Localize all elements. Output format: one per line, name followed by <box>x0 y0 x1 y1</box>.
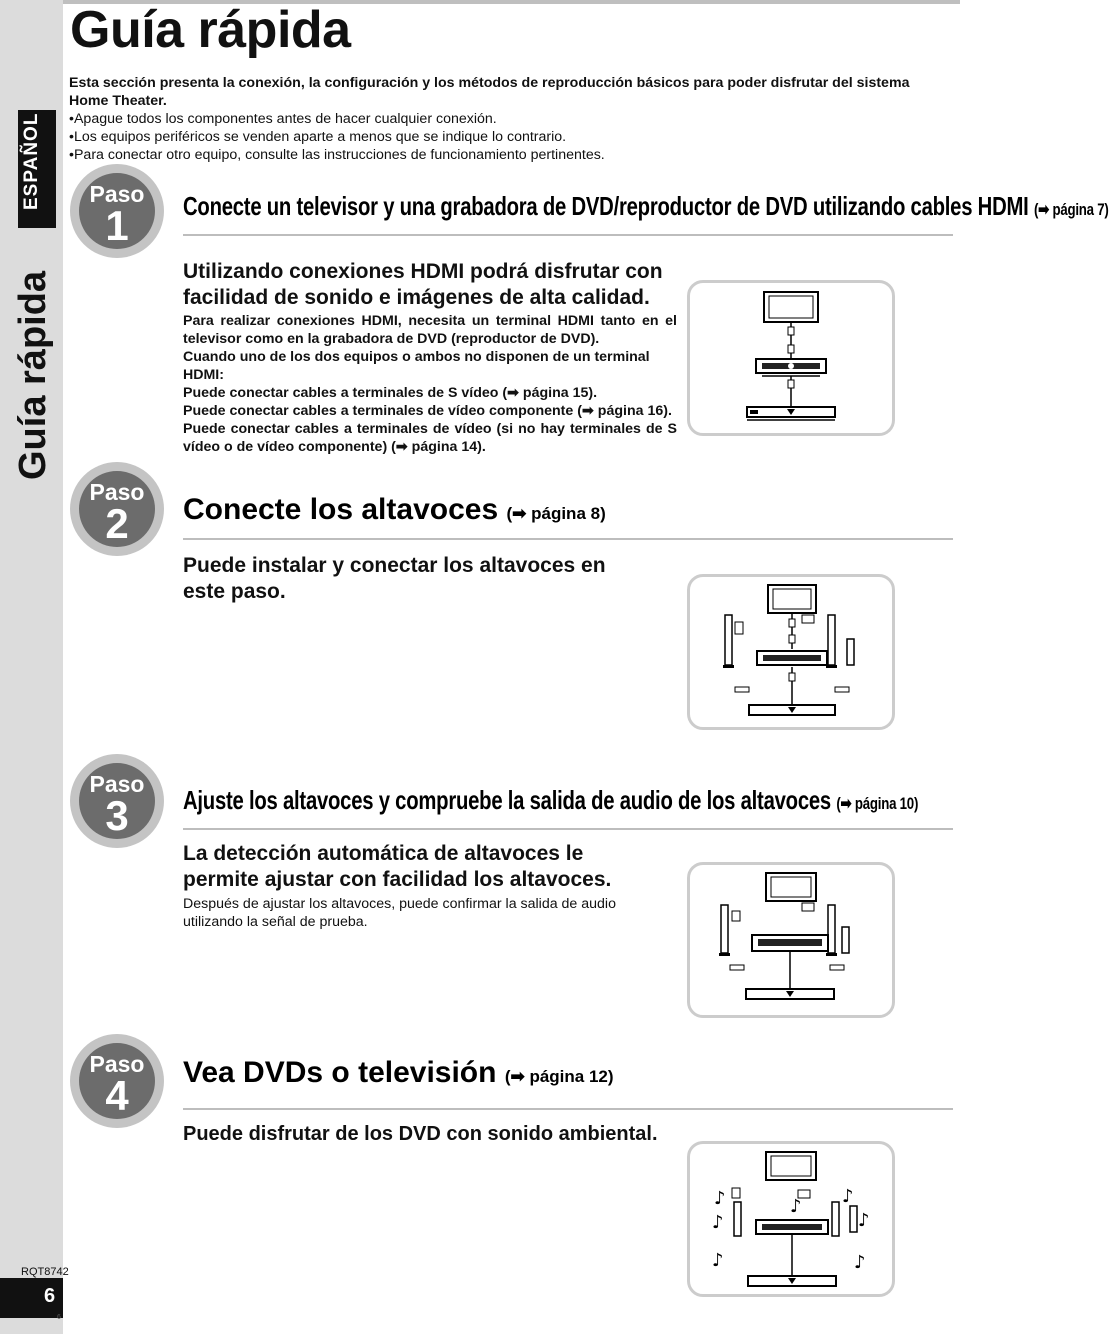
step-1-body-line: Puede conectar cables a terminales de vídeo componente (➡ página 16). <box>183 403 672 419</box>
step-4-title <box>183 1056 614 1090</box>
step-2-paso-label: Paso <box>89 479 145 505</box>
svg-text:♪: ♪ <box>714 1188 726 1209</box>
step-1-body-line: Para realizar conexiones HDMI, necesita un terminal HDMI tanto en el televisor como en la grabadora de DVD (reproductor de DVD). <box>183 313 677 347</box>
intro-bullet: • Los equipos periféricos se venden aparte a menos que se indique lo contrario. <box>69 128 949 146</box>
footer-number: 6 <box>57 1314 61 1321</box>
step-4-number: 4 <box>105 1072 129 1119</box>
receiver-icon <box>756 359 826 376</box>
step-4-diagram <box>687 1141 895 1297</box>
step-2-diagram <box>687 574 895 730</box>
step-4-rule <box>183 1108 953 1110</box>
step-1-body <box>183 312 677 456</box>
step-1-body-line: Cuando uno de los dos equipos o ambos no disponen de un terminal HDMI: <box>183 349 650 383</box>
step-1-title <box>183 191 1109 222</box>
step-4-subhead: Puede disfrutar de los DVD con sonido ambiental. <box>183 1123 658 1145</box>
step-4-paso-label: Paso <box>89 1051 145 1077</box>
svg-text:♪: ♪ <box>712 1212 724 1233</box>
sidebar-section-title: Guía rápida <box>12 270 54 480</box>
speaker-icon <box>723 615 734 668</box>
step-3-page-ref: (➡ página 10) <box>836 794 919 813</box>
step-2-subhead: Puede instalar y conectar los altavoces en este paso. <box>183 554 606 603</box>
page-title: Guía rápida <box>70 1 351 59</box>
step-2-rule <box>183 538 953 540</box>
intro <box>69 74 949 164</box>
step-4-title-text: Vea DVDs o televisión <box>183 1056 497 1089</box>
dvd-recorder-icon <box>747 407 835 420</box>
intro-bullet: • Para conectar otro equipo, consulte las instrucciones de funcionamiento pertinentes. <box>69 146 949 164</box>
page-number: 6 <box>44 1285 56 1307</box>
step-1-page-ref: (➡ página 7) <box>1033 200 1109 219</box>
svg-text:♪: ♪ <box>854 1252 866 1273</box>
tv-icon <box>764 292 818 322</box>
step-4-page-ref: (➡ página 12) <box>504 1067 614 1086</box>
step-1-number: 1 <box>105 202 129 249</box>
intro-bullets <box>69 110 949 164</box>
step-3-number: 3 <box>105 792 129 839</box>
step-2-number: 2 <box>105 500 129 547</box>
step-1-paso-label: Paso <box>89 181 145 207</box>
step-2-title <box>183 493 606 527</box>
step-3-body-line: Después de ajustar los altavoces, puede confirmar la salida de audio utilizando la señal de prueba. <box>183 896 616 930</box>
step-3-body <box>183 895 677 931</box>
step-2-badge <box>70 462 164 556</box>
step-1-subhead: Utilizando conexiones HDMI podrá disfrutar con facilidad de sonido e imágenes de alta calidad. <box>183 260 663 309</box>
step-1-diagram <box>687 280 895 436</box>
step-2-page-ref: (➡ página 8) <box>506 504 606 523</box>
step-3-rule <box>183 828 953 830</box>
step-3-subhead: La detección automática de altavoces le permite ajustar con facilidad los altavoces. <box>183 842 612 891</box>
svg-text:♪: ♪ <box>712 1250 724 1271</box>
document-code: RQT8742 <box>21 1266 69 1278</box>
step-1-body-line: Puede conectar cables a terminales de vídeo (si no hay terminales de S vídeo o de vídeo componente) (➡ página 14). <box>183 421 677 455</box>
step-1-title-text: Conecte un televisor y una grabadora de DVD/reproductor de DVD utilizando cables HDMI <box>183 191 1029 221</box>
step-1-rule <box>183 234 953 236</box>
svg-text:♪: ♪ <box>790 1196 802 1217</box>
step-3-title-text: Ajuste los altavoces y compruebe la salida de audio de los altavoces <box>183 785 831 815</box>
language-label: ESPAÑOL <box>21 112 42 210</box>
intro-bullet: • Apague todos los componentes antes de hacer cualquier conexión. <box>69 110 949 128</box>
speaker-icon <box>847 639 854 665</box>
svg-text:♪: ♪ <box>842 1186 854 1207</box>
step-3-title <box>183 785 918 816</box>
svg-text:♪: ♪ <box>858 1210 870 1231</box>
step-4-badge <box>70 1034 164 1128</box>
step-3-diagram <box>687 862 895 1018</box>
step-3-badge <box>70 754 164 848</box>
step-1-body-line: Puede conectar cables a terminales de S vídeo (➡ página 15). <box>183 385 598 401</box>
step-3-paso-label: Paso <box>89 771 145 797</box>
step-1-badge <box>70 164 164 258</box>
step-2-title-text: Conecte los altavoces <box>183 493 499 526</box>
intro-lead: Esta sección presenta la conexión, la configuración y los métodos de reproducción básicos para poder disfrutar del sistema Home Theater. <box>69 75 910 109</box>
